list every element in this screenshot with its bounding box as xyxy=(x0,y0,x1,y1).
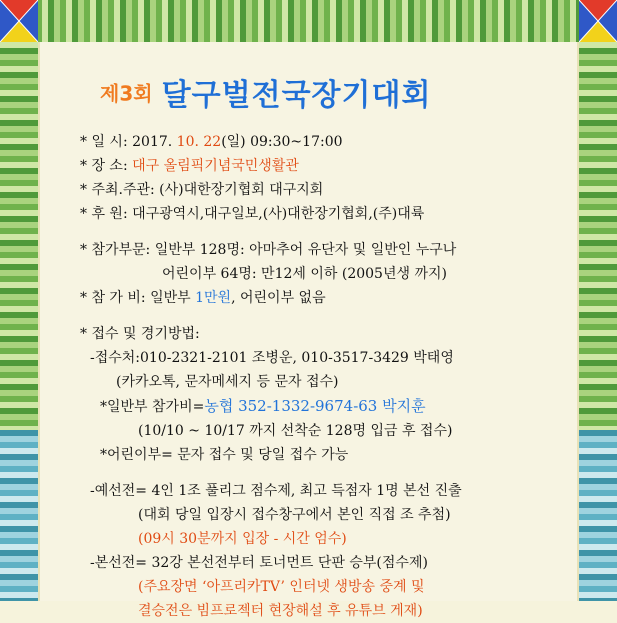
prelim-rule: -예선전= 4인 1조 풀리그 점수제, 최고 득점자 1명 본선 진출 xyxy=(90,483,462,499)
registration-contact: -접수처:010-2321-2101 조병운, 010-3517-3429 박태영 xyxy=(90,350,454,366)
event-details xyxy=(80,130,580,623)
main-rule: -본선전= 32강 본선전부터 토너먼트 단판 승부(점수제) xyxy=(90,555,428,571)
fee-account-note: (10/10 ~ 10/17 까지 선착순 128명 입금 후 접수) xyxy=(138,423,453,439)
event-title: 달구벌전국장기대회 xyxy=(161,78,432,113)
sponsor-line: * 후 원: 대구광역시,대구일보,(사)대한장기협회,(주)대륙 xyxy=(80,206,425,222)
right-border-teal xyxy=(579,430,617,601)
host-line: * 주최.주관: (사)대한장기협회 대구지회 xyxy=(80,182,324,198)
poster-title xyxy=(100,70,431,114)
kids-registration: *어린이부= 문자 접수 및 당일 접수 가능 xyxy=(100,447,349,463)
prelim-draw: (대회 당일 입장시 접수창구에서 본인 직접 조 추첨) xyxy=(138,507,451,523)
final-note: 결승전은 빔프로젝터 현장해설 후 유튜브 게재) xyxy=(138,603,423,619)
taegeuk-corner-icon xyxy=(579,0,617,42)
top-border xyxy=(0,0,617,42)
prelim-time: (09시 30분까지 입장 - 시간 엄수) xyxy=(138,531,347,547)
broadcast-note: (주요장면 ‘아프리카TV’ 인터넷 생방송 중계 및 xyxy=(138,579,425,595)
left-border-teal xyxy=(0,430,38,601)
fee-account-line: *일반부 참가비=농협 352-1332-9674-63 박지훈 xyxy=(100,397,426,415)
registration-title: * 접수 및 경기방법: xyxy=(80,326,200,342)
registration-method: (카카오톡, 문자메세지 등 문자 접수) xyxy=(116,374,339,390)
fee-line: * 참 가 비: 일반부 1만원, 어린이부 없음 xyxy=(80,290,326,306)
edition-number: 제3회 xyxy=(100,81,153,106)
category-line-kids: 어린이부 64명: 만12세 이하 (2005년생 까지) xyxy=(162,266,447,282)
category-line: * 참가부문: 일반부 128명: 아마추어 유단자 및 일반인 누구나 xyxy=(80,242,457,258)
date-line: * 일 시: 2017. 10. 22(일) 09:30~17:00 xyxy=(80,134,343,150)
taegeuk-corner-icon xyxy=(0,0,38,42)
venue-line: * 장 소: 대구 올림픽기념국민생활관 xyxy=(80,158,299,174)
